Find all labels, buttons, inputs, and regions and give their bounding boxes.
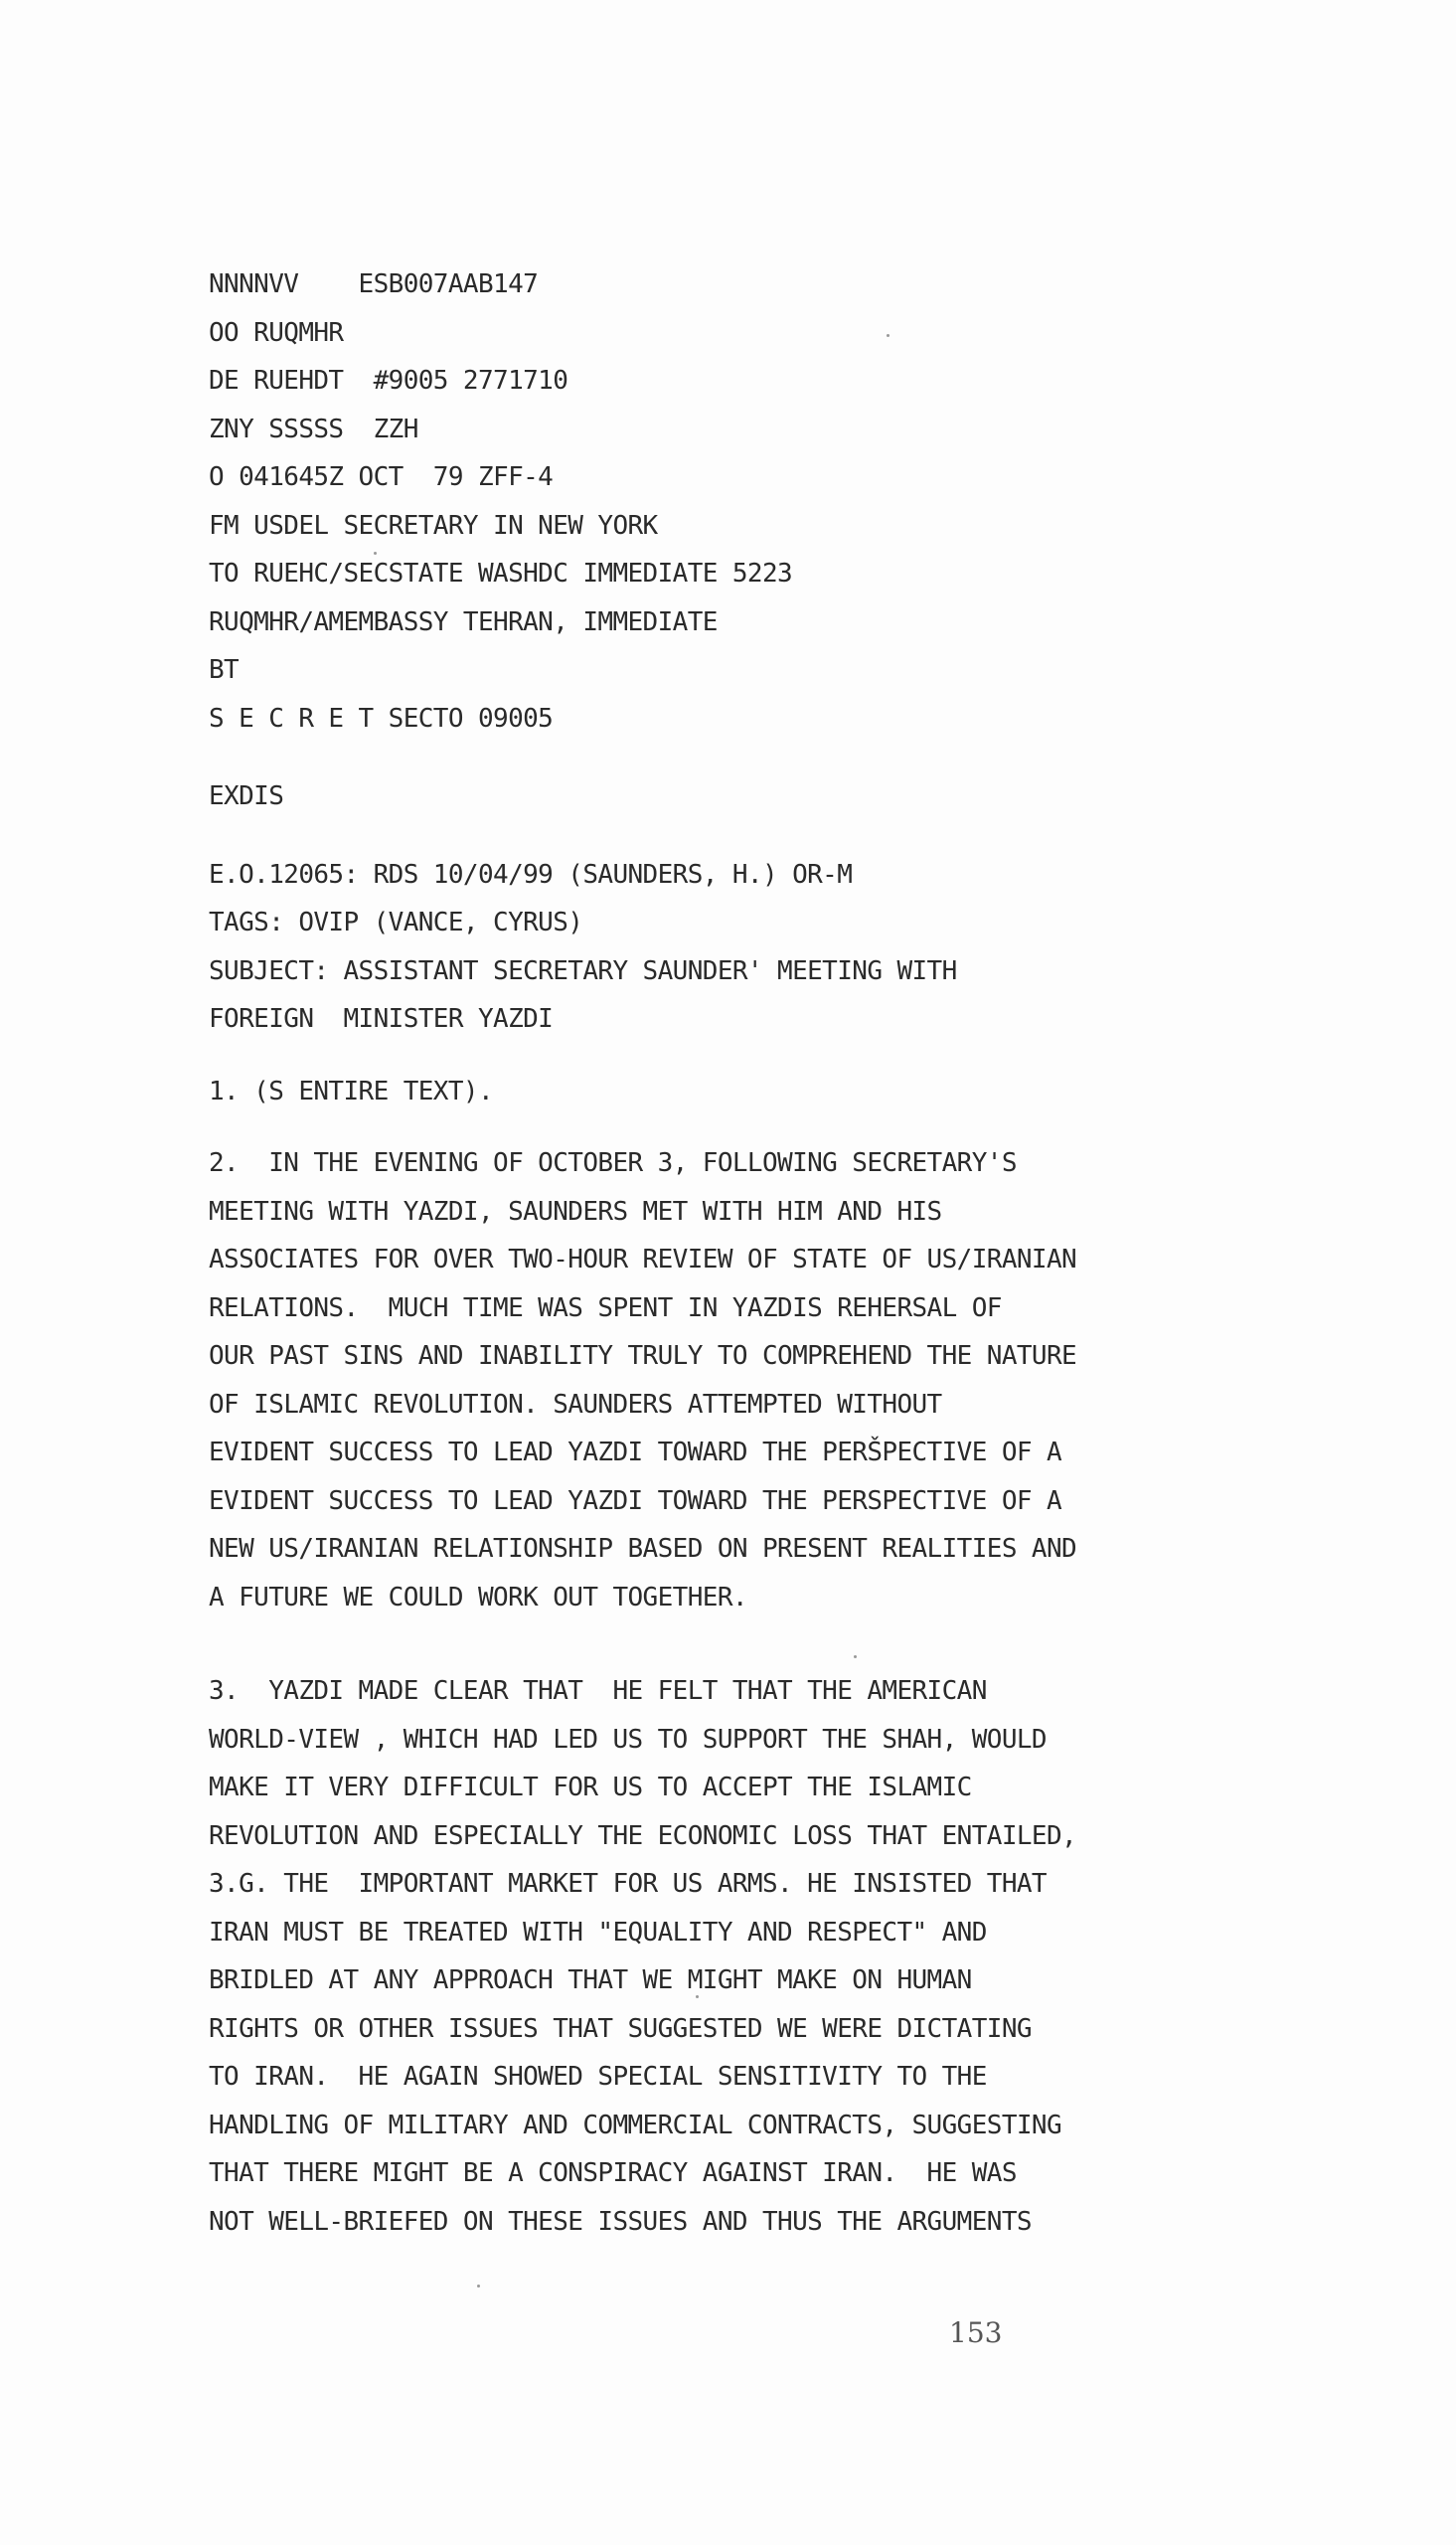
eo-line: E.O.12065: RDS 10/04/99 (SAUNDERS, H.) OR-M: [209, 859, 853, 890]
handling-caveat: EXDIS: [209, 781, 284, 811]
paragraph-line: BRIDLED AT ANY APPROACH THAT WE MIGHT MAKE ON HUMAN: [209, 1965, 972, 1995]
paragraph-line: EVIDENT SUCCESS TO LEAD YAZDI TOWARD THE PERSPECTIVE OF A: [209, 1485, 1062, 1516]
paragraph-2: [209, 1139, 1203, 1621]
scan-speck: [887, 334, 890, 337]
paragraph-line: ASSOCIATES FOR OVER TWO-HOUR REVIEW OF STATE OF US/IRANIAN: [209, 1245, 1077, 1274]
header-line: OO RUQMHR: [209, 317, 344, 348]
classification-line: S E C R E T SECTO 09005: [209, 703, 554, 734]
header-line: NNNNVV ESB007AAB147: [209, 269, 539, 299]
paragraph-line: WORLD-VIEW , WHICH HAD LED US TO SUPPORT THE SHAH, WOULD: [209, 1724, 1047, 1755]
subject-line: FOREIGN MINISTER YAZDI: [209, 1004, 554, 1034]
paragraph-line: RELATIONS. MUCH TIME WAS SPENT IN YAZDIS REHERSAL OF: [209, 1292, 1002, 1323]
paragraph-3: [209, 1667, 1203, 2246]
paragraph-line: NOT WELL-BRIEFED ON THESE ISSUES AND THUS THE ARGUMENTS: [209, 2206, 1032, 2237]
paragraph-line: EVIDENT SUCCESS TO LEAD YAZDI TOWARD THE PERŠPECTIVE OF A: [209, 1438, 1062, 1467]
cable-meta: [209, 851, 1203, 1044]
paragraph-1: 1. (S ENTIRE TEXT).: [209, 1076, 494, 1106]
cable-text: [209, 260, 1203, 2246]
paragraph-line: A FUTURE WE COULD WORK OUT TOGETHER.: [209, 1582, 747, 1612]
paragraph-line: OF ISLAMIC REVOLUTION. SAUNDERS ATTEMPTED WITHOUT: [209, 1389, 942, 1420]
scan-speck: [374, 552, 377, 555]
header-line: FM USDEL SECRETARY IN NEW YORK: [209, 510, 658, 541]
paragraph-line: 3.G. THE IMPORTANT MARKET FOR US ARMS. HE INSISTED THAT: [209, 1869, 1047, 1899]
scan-speck: [696, 1995, 699, 1998]
paragraph-line: OUR PAST SINS AND INABILITY TRULY TO COMPREHEND THE NATURE: [209, 1341, 1077, 1371]
cable-header: [209, 260, 1203, 743]
header-line: DE RUEHDT #9005 2771710: [209, 366, 568, 396]
subject-line: SUBJECT: ASSISTANT SECRETARY SAUNDER' MEETING WITH: [209, 955, 957, 986]
header-line: ZNY SSSSS ZZH: [209, 414, 418, 444]
scan-speck: [477, 2285, 480, 2288]
paragraph-line: RIGHTS OR OTHER ISSUES THAT SUGGESTED WE WERE DICTATING: [209, 2013, 1032, 2044]
paragraph-line: THAT THERE MIGHT BE A CONSPIRACY AGAINST IRAN. HE WAS: [209, 2158, 1017, 2188]
header-line: BT: [209, 655, 240, 685]
paragraph-line: MAKE IT VERY DIFFICULT FOR US TO ACCEPT THE ISLAMIC: [209, 1773, 972, 1802]
header-line: RUQMHR/AMEMBASSY TEHRAN, IMMEDIATE: [209, 606, 718, 637]
scan-speck: [854, 1655, 857, 1658]
paragraph-line: 2. IN THE EVENING OF OCTOBER 3, FOLLOWING SECRETARY'S: [209, 1148, 1017, 1178]
header-line: TO RUEHC/SECSTATE WASHDC IMMEDIATE 5223: [209, 559, 793, 589]
paragraph-line: HANDLING OF MILITARY AND COMMERCIAL CONTRACTS, SUGGESTING: [209, 2110, 1062, 2140]
page-number: 153: [949, 2316, 1003, 2349]
paragraph-line: IRAN MUST BE TREATED WITH "EQUALITY AND RESPECT" AND: [209, 1917, 987, 1948]
tags-line: TAGS: OVIP (VANCE, CYRUS): [209, 908, 583, 937]
paragraph-line: 3. YAZDI MADE CLEAR THAT HE FELT THAT THE AMERICAN: [209, 1676, 987, 1706]
paragraph-line: REVOLUTION AND ESPECIALLY THE ECONOMIC LOSS THAT ENTAILED,: [209, 1820, 1077, 1851]
paragraph-line: MEETING WITH YAZDI, SAUNDERS MET WITH HIM AND HIS: [209, 1196, 942, 1227]
paragraph-line: NEW US/IRANIAN RELATIONSHIP BASED ON PRESENT REALITIES AND: [209, 1534, 1077, 1564]
paragraph-line: TO IRAN. HE AGAIN SHOWED SPECIAL SENSITIVITY TO THE: [209, 2062, 987, 2092]
header-line: O 041645Z OCT 79 ZFF-4: [209, 462, 554, 492]
